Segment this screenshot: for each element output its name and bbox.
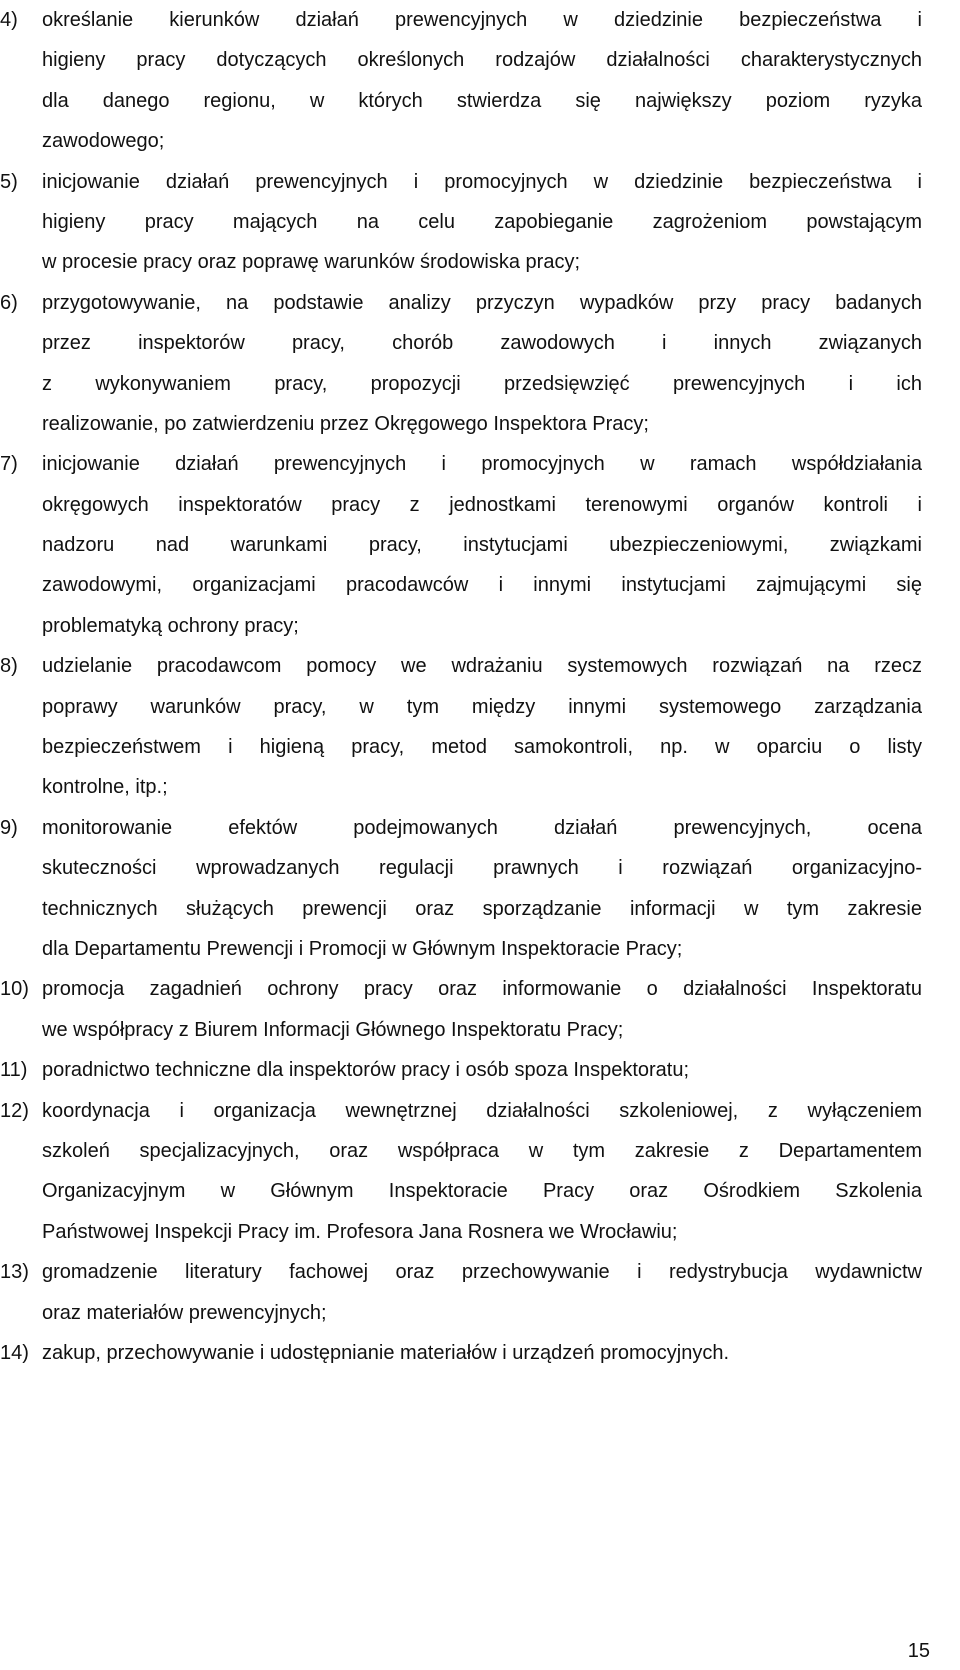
list-item-text-line: w procesie pracy oraz poprawę warunków środowiska pracy;	[42, 251, 581, 274]
list-item-text-line: monitorowanie efektów podejmowanych działań prewencyjnych, ocena	[42, 816, 922, 839]
list-item-text-line: przez inspektorów pracy, chorób zawodowych i innych związanych	[42, 332, 922, 355]
list-item-text-line: dla danego regionu, w których stwierdza się największy poziom ryzyka	[42, 89, 922, 112]
list-item	[0, 0, 922, 162]
list-item	[0, 1252, 922, 1333]
list-item-number: 4)	[0, 9, 18, 31]
list-item-text-line: promocja zagadnień ochrony pracy oraz informowanie o działalności Inspektoratu	[42, 978, 922, 1001]
list-item-text-line: szkoleń specjalizacyjnych, oraz współpraca w tym zakresie z Departamentem	[42, 1139, 922, 1162]
list-item-text-line: Organizacyjnym w Głównym Inspektoracie Pracy oraz Ośrodkiem Szkolenia	[42, 1180, 922, 1203]
list-item-text-line: poradnictwo techniczne dla inspektorów pracy i osób spoza Inspektoratu;	[42, 1059, 690, 1082]
list-item-text-line: realizowanie, po zatwierdzeniu przez Okręgowego Inspektora Pracy;	[42, 412, 649, 435]
list-item-text-line: higieny pracy dotyczących określonych rodzajów działalności charakterystycznych	[42, 49, 922, 72]
list-item-text-line: skuteczności wprowadzanych regulacji prawnych i rozwiązań organizacyjno-	[42, 857, 922, 880]
list-item-text-line: problematyką ochrony pracy;	[42, 614, 299, 637]
list-item	[0, 1050, 922, 1090]
list-item-text-line: inicjowanie działań prewencyjnych i promocyjnych w ramach współdziałania	[42, 453, 922, 476]
list-item-text-line: dla Departamentu Prewencji i Promocji w Głównym Inspektoracie Pracy;	[42, 937, 683, 960]
page-number: 15	[907, 1640, 930, 1662]
list-item-number: 14)	[0, 1341, 29, 1364]
list-item	[0, 808, 922, 970]
list-item-number: 5)	[0, 170, 18, 193]
list-item	[0, 444, 922, 646]
list-item-text-line: zawodowego;	[42, 130, 165, 153]
list-item	[0, 1091, 922, 1253]
list-item-text-line: określanie kierunków działań prewencyjnych w dziedzinie bezpieczeństwa i	[42, 9, 922, 31]
list-item-text-line: przygotowywanie, na podstawie analizy przyczyn wypadków przy pracy badanych	[42, 291, 922, 314]
list-item-text-line: nadzoru nad warunkami pracy, instytucjami ubezpieczeniowymi, związkami	[42, 534, 922, 557]
list-item-text-line: poprawy warunków pracy, w tym między innymi systemowego zarządzania	[42, 695, 922, 718]
list-item-number: 7)	[0, 453, 18, 476]
list-item-text-line: zawodowymi, organizacjami pracodawców i innymi instytucjami zajmującymi się	[42, 574, 922, 597]
list-item-text-line: we współpracy z Biurem Informacji Głównego Inspektoratu Pracy;	[42, 1018, 624, 1041]
list-item-text-line: koordynacja i organizacja wewnętrznej działalności szkoleniowej, z wyłączeniem	[42, 1099, 922, 1122]
list-item-text-line: zakup, przechowywanie i udostępnianie materiałów i urządzeń promocyjnych.	[42, 1341, 730, 1364]
list-item-number: 6)	[0, 291, 18, 314]
list-item-text-line: Państwowej Inspekcji Pracy im. Profesora Jana Rosnera we Wrocławiu;	[42, 1220, 678, 1243]
list-item-text-line: inicjowanie działań prewencyjnych i promocyjnych w dziedzinie bezpieczeństwa i	[42, 170, 922, 193]
list-item-text-line: kontrolne, itp.;	[42, 776, 168, 799]
list-item	[0, 646, 922, 808]
list-item-text-line: z wykonywaniem pracy, propozycji przedsięwzięć prewencyjnych i ich	[42, 372, 922, 395]
list-item-text-line: udzielanie pracodawcom pomocy we wdrażaniu systemowych rozwiązań na rzecz	[42, 655, 922, 678]
list-item-number: 13)	[0, 1261, 29, 1284]
list-item-number: 9)	[0, 816, 18, 839]
list-item	[0, 1333, 922, 1373]
list-item-text-line: technicznych służących prewencji oraz sporządzanie informacji w tym zakresie	[42, 897, 922, 920]
list-item-number: 12)	[0, 1099, 29, 1122]
list-item-text-line: gromadzenie literatury fachowej oraz przechowywanie i redystrybucja wydawnictw	[42, 1261, 922, 1284]
list-item-number: 8)	[0, 655, 18, 678]
list-item-text-line: oraz materiałów prewencyjnych;	[42, 1301, 327, 1324]
list-item-text-line: bezpieczeństwem i higieną pracy, metod samokontroli, np. w oparciu o listy	[42, 736, 922, 759]
list-item	[0, 283, 922, 445]
list-item-number: 10)	[0, 978, 29, 1001]
list-item	[0, 162, 922, 283]
list-item-text-line: higieny pracy mających na celu zapobieganie zagrożeniom powstającym	[42, 210, 922, 233]
list-item-text-line: okręgowych inspektoratów pracy z jednostkami terenowymi organów kontroli i	[42, 493, 922, 516]
list-item	[0, 969, 922, 1050]
list-item-number: 11)	[0, 1059, 28, 1082]
